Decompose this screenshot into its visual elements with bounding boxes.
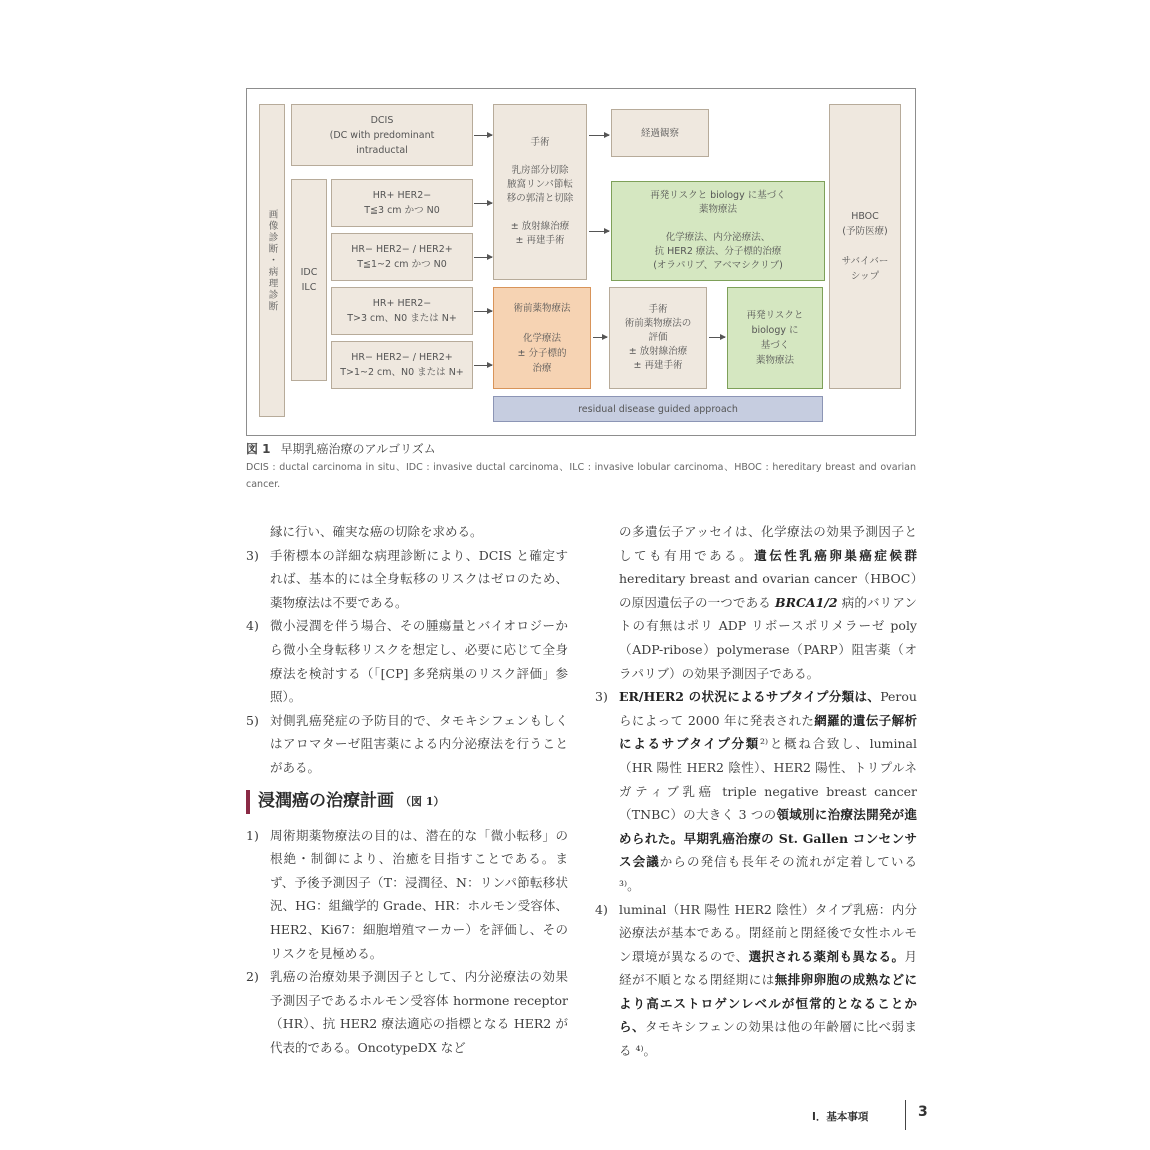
list-item: 3) ER/HER2 の状況によるサブタイプ分類は、Perou らによって 2000 年に発表された網羅的遺伝子解析によるサブタイプ分類²⁾と概ね合致し、luminal（HR 陽性 HER2 陰性）、HER2 陽性、トリプルネガティブ乳癌 triple negative breast cancer（TNBC）の大きく 3 つの領域別に治療法開発が進められた。早期乳癌治療の St. Gallen コンセンサス会議からの発信も長年その流れが定着している ³⁾。 xyxy=(595,689,917,893)
running-footer-section: I．基本事項 xyxy=(812,1111,869,1123)
list-item: 4) 微小浸潤を伴う場合、その腫瘍量とバイオロジーから微小全身転移リスクを想定し、必要に応じて全身療法を検討する（「[CP] 多発病巣のリスク評価」参照）。 xyxy=(246,618,568,705)
residual-disease-bar: residual disease guided approach xyxy=(493,396,823,422)
list-item: 2) 乳癌の治療効果予測因子として、内分泌療法の効果予測因子であるホルモン受容体 hormone receptor（HR）、抗 HER2 療法適応の指標となる HER2 が代表的である。OncotypeDX など xyxy=(246,969,568,1055)
arrow xyxy=(474,311,492,312)
surgery-eval-box: 手術 術前薬物療法の 評価 ± 放射線治療 ± 再建手術 xyxy=(609,287,707,389)
subtype-box: HR+ HER2− T≦3 cm かつ N0 xyxy=(331,179,473,227)
left-column xyxy=(246,520,568,1059)
neoadjuvant-box: 術前薬物療法 化学療法 ± 分子標的 治療 xyxy=(493,287,591,389)
arrow xyxy=(709,337,725,338)
risk-therapy-box-2: 再発リスクと biology に 基づく 薬物療法 xyxy=(727,287,823,389)
figure-caption-title xyxy=(246,440,436,457)
subtype-box: HR+ HER2− T>3 cm、N0 または N+ xyxy=(331,287,473,335)
footer-divider xyxy=(905,1100,906,1130)
algorithm-figure xyxy=(246,88,916,436)
figure-abbreviations: DCIS : ductal carcinoma in situ、IDC : invasive ductal carcinoma、ILC : invasive lobular carcinoma、HBOC : hereditary breast and ovarian cancer. xyxy=(246,462,916,490)
arrow xyxy=(589,231,609,232)
subtype-box: HR− HER2− / HER2+ T>1~2 cm、N0 または N+ xyxy=(331,341,473,389)
arrow xyxy=(474,203,492,204)
list-item: 5) 対側乳癌発症の予防目的で、タモキシフェンもしくはアロマターゼ阻害薬による内分泌療法を行うことがある。 xyxy=(246,712,568,775)
list-item: 3) 手術標本の詳細な病理診断により、DCIS と確定すれば、基本的には全身転移のリスクはゼロのため、薬物療法は不要である。 xyxy=(246,547,568,610)
paragraph: 縁に行い、確実な癌の切除を求める。 xyxy=(270,524,483,539)
figure-label: 図 1 xyxy=(246,442,271,456)
diagnosis-column xyxy=(259,104,285,417)
arrow xyxy=(474,135,492,136)
page-number: 3 xyxy=(918,1104,928,1120)
list-item: 1) 周術期薬物療法の目的は、潜在的な「微小転移」の根絶・制御により、治癒を目指すことである。まず、予後予測因子（T：浸潤径、N：リンパ節転移状況、HG：組織学的 Grade、HR：ホルモン受容体、HER2、Ki67：細胞増殖マーカー）を評価し、そのリスクを見極める。 xyxy=(246,827,568,961)
diagnosis-label: 画像診断・病理診断 xyxy=(266,208,278,313)
section-heading xyxy=(246,788,568,816)
surgery-box: 手術 乳房部分切除 腋窩リンパ節転 移の郭清と切除 ± 放射線治療 ± 再建手術 xyxy=(493,104,587,280)
figure-title: 早期乳癌治療のアルゴリズム xyxy=(280,442,436,456)
heading-marker xyxy=(246,790,250,814)
follow-up-box: 経過観察 xyxy=(611,109,709,157)
heading-text: 浸潤癌の治療計画 xyxy=(258,790,394,811)
right-column xyxy=(595,520,917,1063)
paragraph: の多遺伝子アッセイは、化学療法の効果予測因子としても有用である。遺伝性乳癌卵巣癌症候群 hereditary breast and ovarian cancer（HBOC）の原因遺伝子の一つである BRCA1/2 病的バリアントの有無はポリ ADP リボースポリメラーゼ poly（ADP-ribose）polymerase（PARP）阻害薬（オラパリブ）の効果予測因子である。 xyxy=(619,524,917,681)
list-item: 4) luminal（HR 陽性 HER2 陰性）タイプ乳癌：内分泌療法が基本である。閉経前と閉経後で女性ホルモン環境が異なるので、選択される薬剤も異なる。月経が不順となる閉経期には無排卵卵胞の成熟などにより高エストロゲンレベルが恒常的となることから、タモキシフェンの効果は他の年齢層に比べ弱まる ⁴⁾。 xyxy=(595,901,917,1059)
arrow xyxy=(593,337,607,338)
subtype-box: HR− HER2− / HER2+ T≦1~2 cm かつ N0 xyxy=(331,233,473,281)
risk-therapy-box: 再発リスクと biology に基づく 薬物療法 化学療法、内分泌療法、 抗 HER2 療法、分子標的治療 (オラパリブ、アベマシクリブ) xyxy=(611,181,825,281)
arrow xyxy=(474,365,492,366)
hboc-box: HBOC (予防医療) サバイバー シップ xyxy=(829,104,901,389)
heading-figure-ref: （図 1） xyxy=(400,794,445,808)
dcis-box: DCIS (DC with predominant intraductal xyxy=(291,104,473,166)
arrow xyxy=(589,135,609,136)
arrow xyxy=(474,257,492,258)
idc-ilc-box: IDC ILC xyxy=(291,179,327,381)
